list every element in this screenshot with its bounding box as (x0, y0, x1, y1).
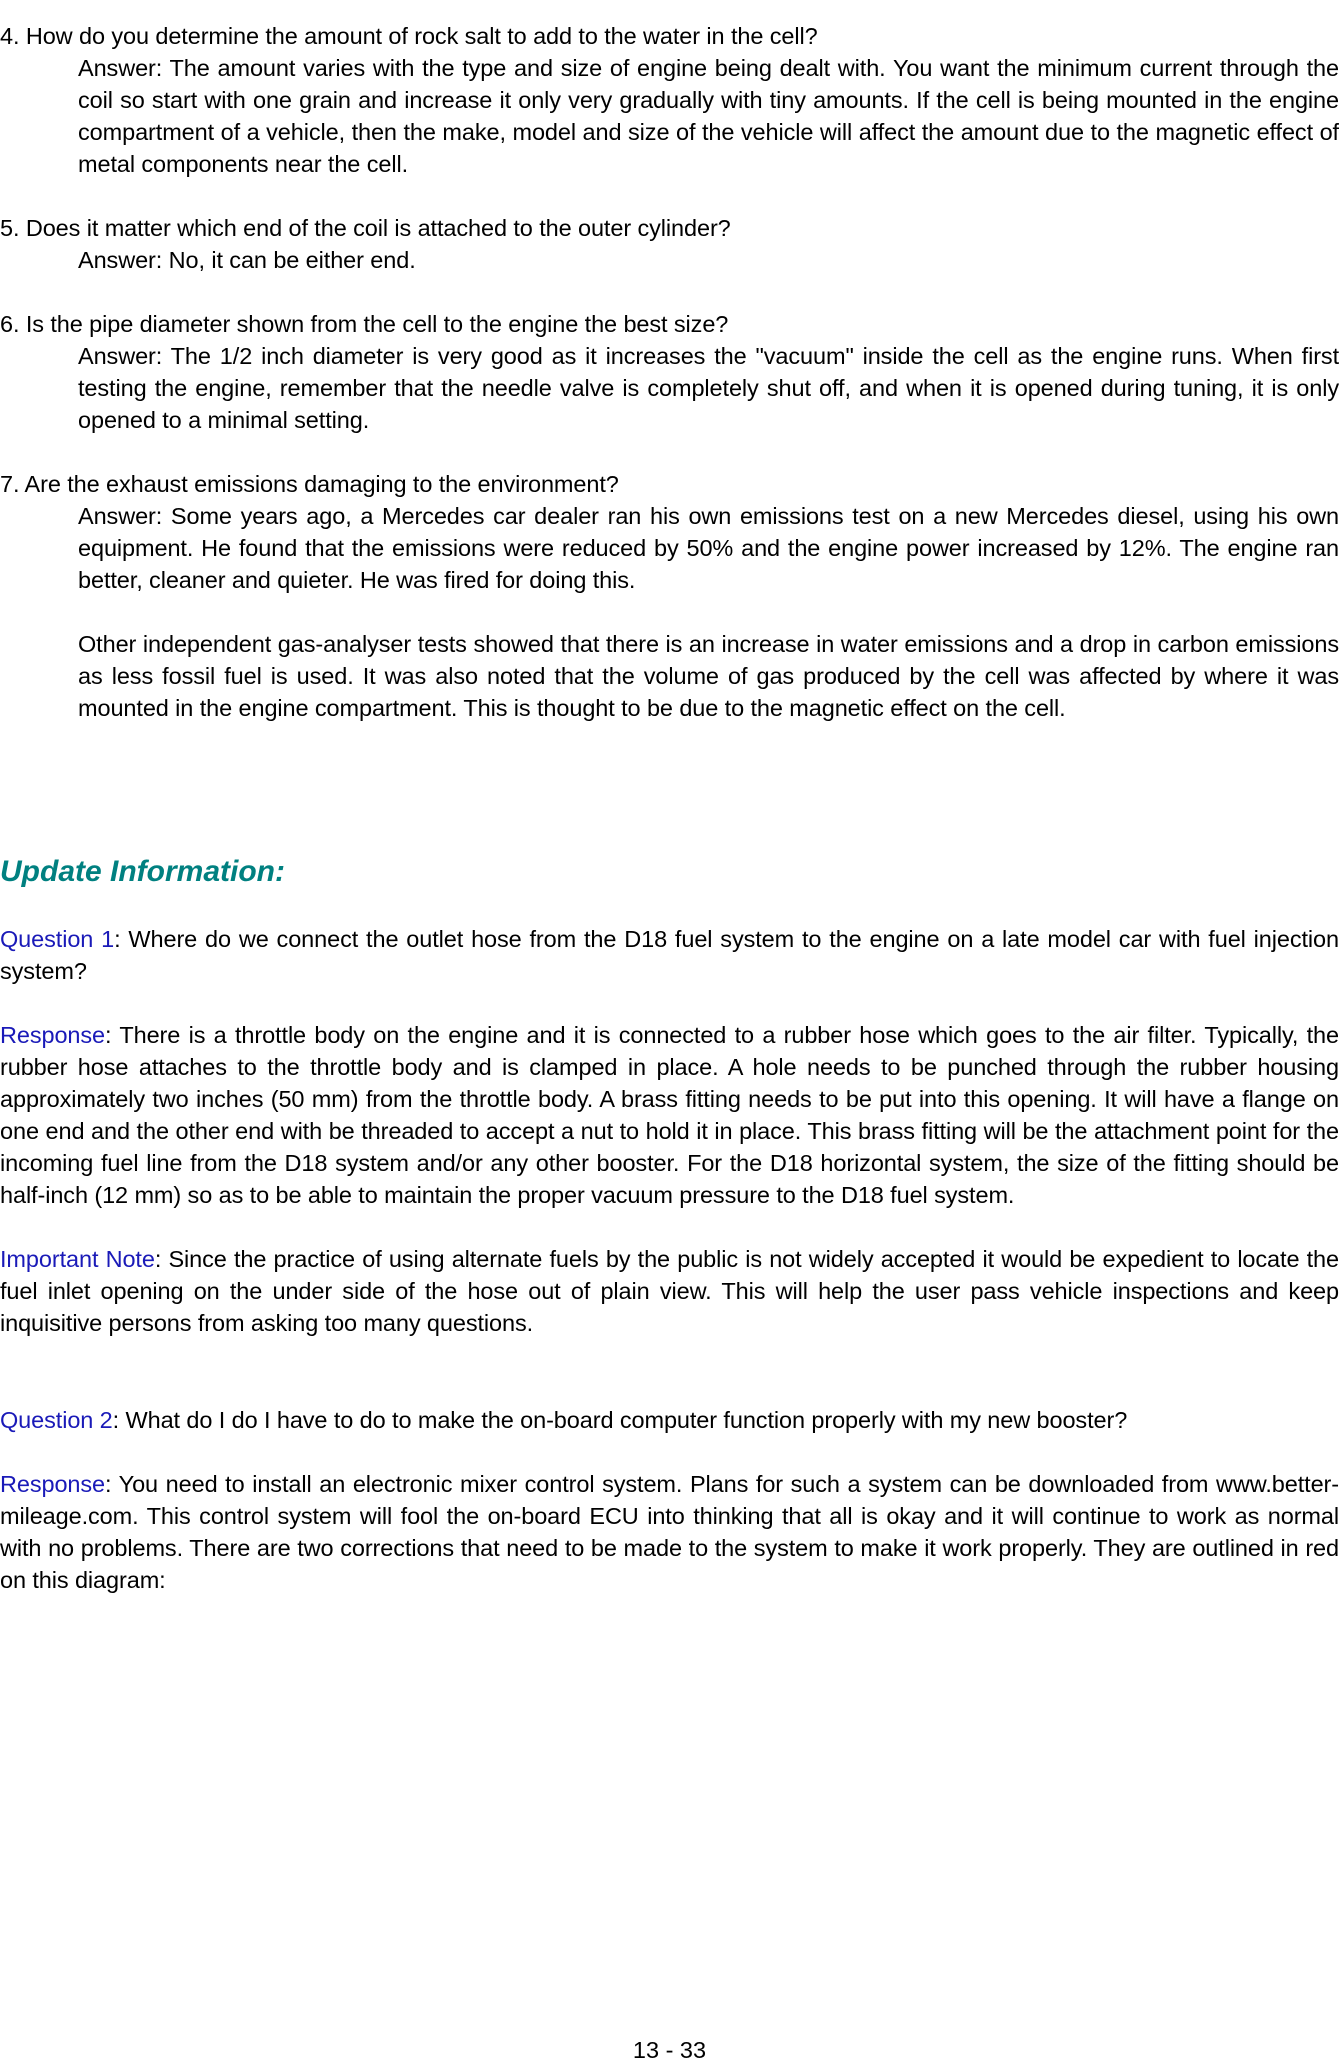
update-section (0, 923, 1339, 1596)
answer-6: Answer: The 1/2 inch diameter is very good as it increases the "vacuum" inside the cell as the engine runs. When first testing the engine, remember that the needle valve is completely shut off, and when it is opened during tuning, it is only opened to a minimal setting. (78, 343, 1339, 433)
update-question-1 (0, 923, 1339, 987)
update-response-1 (0, 1019, 1339, 1211)
question-7: 7. Are the exhaust emissions damaging to the environment? (0, 471, 619, 497)
update-text: : Where do we connect the outlet hose from the D18 fuel system to the engine on a late model car with fuel injection system? (0, 926, 1339, 984)
question-6: 6. Is the pipe diameter shown from the cell to the engine the best size? (0, 311, 729, 337)
qa-section (0, 20, 1339, 724)
update-label: Question 2 (0, 1407, 113, 1433)
answer-4: Answer: The amount varies with the type and size of engine being dealt with. You want the minimum current through the coil so start with one grain and increase it only very gradually with tiny amounts. If the cell is being mounted in the engine compartment of a vehicle, then the make, model and size of the vehicle will affect the amount due to the magnetic effect of metal components near the cell. (78, 55, 1339, 177)
update-text: : You need to install an electronic mixer control system. Plans for such a system can be downloaded from www.better-mileage.com. This control system will fool the on-board ECU into thinking that all is okay and it will continue to work as normal with no problems. There are two corrections that need to be made to the system to make it work properly. They are outlined in red on this diagram: (0, 1471, 1339, 1593)
answer-7: Answer: Some years ago, a Mercedes car dealer ran his own emissions test on a new Mercedes diesel, using his own equipment. He found that the emissions were reduced by 50% and the engine power increased by 12%. The engine ran better, cleaner and quieter. He was fired for doing this. (78, 503, 1339, 593)
update-important-note (0, 1243, 1339, 1339)
update-question-2 (0, 1404, 1339, 1436)
update-label: Important Note (0, 1246, 155, 1272)
update-text: : There is a throttle body on the engine and it is connected to a rubber hose which goes to the air filter. Typically, the rubber hose attaches to the throttle body and is clamped in place. A hole needs to be punched through the rubber housing approximately two inches (50 mm) from the throttle body. A brass fitting needs to be put into this opening. It will have a flange on one end and the other end with be threaded to accept a nut to hold it in place. This brass fitting will be the attachment point for the incoming fuel line from the D18 system and/or any other booster. For the D18 horizontal system, the size of the fitting should be half-inch (12 mm) so as to be able to maintain the proper vacuum pressure to the D18 fuel system. (0, 1022, 1339, 1208)
update-label: Response (0, 1471, 106, 1497)
update-label: Response (0, 1022, 106, 1048)
update-response-2 (0, 1468, 1339, 1596)
page-number: 13 - 33 (632, 2037, 707, 2063)
update-label: Question 1 (0, 926, 115, 952)
update-text: : What do I do I have to do to make the on-board computer function properly with my new booster? (112, 1407, 1128, 1433)
update-heading: Update Information: (0, 855, 285, 888)
question-4: 4. How do you determine the amount of rock salt to add to the water in the cell? (0, 23, 818, 49)
question-5: 5. Does it matter which end of the coil is attached to the outer cylinder? (0, 215, 731, 241)
answer-5: Answer: No, it can be either end. (78, 247, 416, 273)
update-text: : Since the practice of using alternate fuels by the public is not widely accepted it would be expedient to locate the fuel inlet opening on the under side of the hose out of plain view. This will help the user pass vehicle inspections and keep inquisitive persons from asking too many questions. (0, 1246, 1339, 1336)
answer-7-continued: Other independent gas-analyser tests showed that there is an increase in water emissions and a drop in carbon emissions as less fossil fuel is used. It was also noted that the volume of gas produced by the cell was affected by where it was mounted in the engine compartment. This is thought to be due to the magnetic effect on the cell. (78, 631, 1339, 721)
